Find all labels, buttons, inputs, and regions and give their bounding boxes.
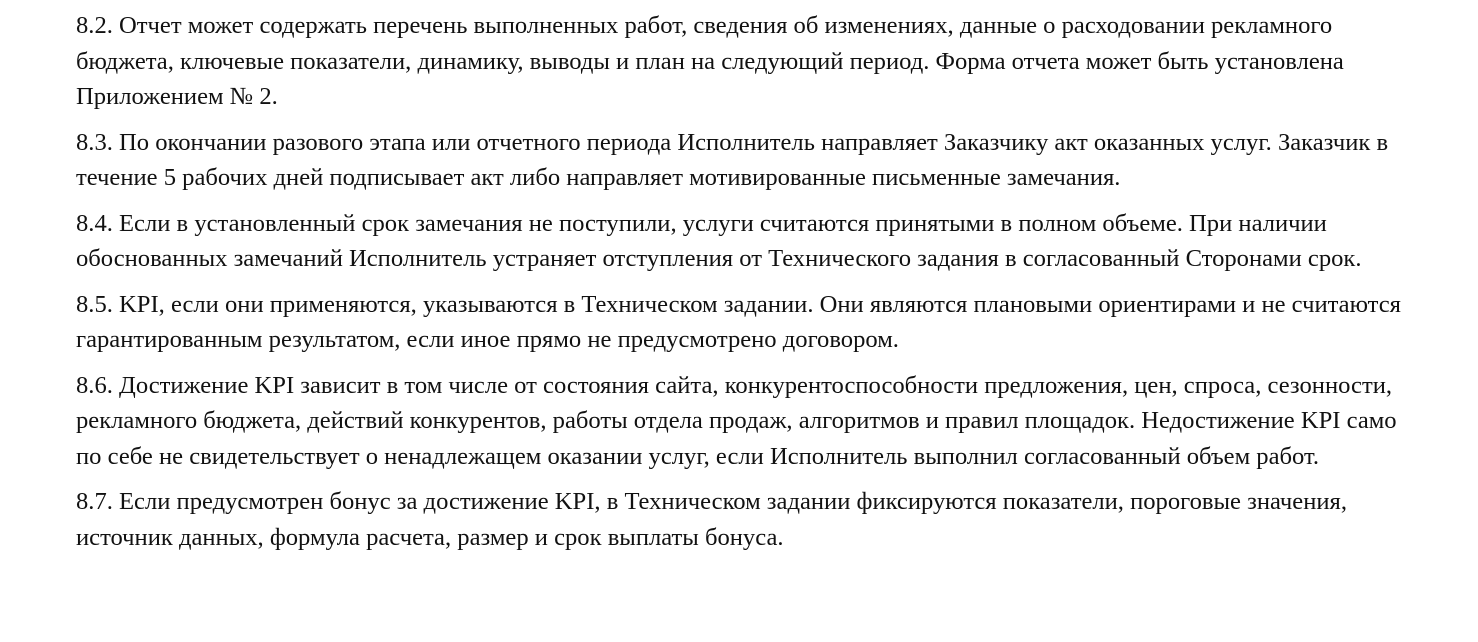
clause-8-7: 8.7. Если предусмотрен бонус за достижение KPI, в Техническом задании фиксируются показатели, пороговые значения, источник данных, формула расчета, размер и срок выплаты бонуса. xyxy=(76,488,1347,551)
clause-8-2: 8.2. Отчет может содержать перечень выполненных работ, сведения об изменениях, данные о расходовании рекламного бюджета, ключевые показатели, динамику, выводы и план на следующий период. Форма отчета может быть установлена Приложением № 2. xyxy=(76,12,1344,110)
document-body xyxy=(76,8,1416,555)
clause-8-4: 8.4. Если в установленный срок замечания не поступили, услуги считаются принятыми в полном объеме. При наличии обоснованных замечаний Исполнитель устраняет отступления от Технического задания в согласованный Сторонами срок. xyxy=(76,209,1362,272)
clause-8-6: 8.6. Достижение KPI зависит в том числе от состояния сайта, конкурентоспособности предложения, цен, спроса, сезонности, рекламного бюджета, действий конкурентов, работы отдела продаж, алгоритмов и правил площадок. Недостижение KPI само по себе не свидетельствует о ненадлежащем оказании услуг, если Исполнитель выполнил согласованный объем работ. xyxy=(76,371,1397,470)
clause-8-5: 8.5. KPI, если они применяются, указываются в Техническом задании. Они являются плановыми ориентирами и не считаются гарантированным результатом, если иное прямо не предусмотрено договором. xyxy=(76,290,1401,353)
clause-8-3: 8.3. По окончании разового этапа или отчетного периода Исполнитель направляет Заказчику акт оказанных услуг. Заказчик в течение 5 рабочих дней подписывает акт либо направляет мотивированные письменные замечания. xyxy=(76,128,1389,191)
